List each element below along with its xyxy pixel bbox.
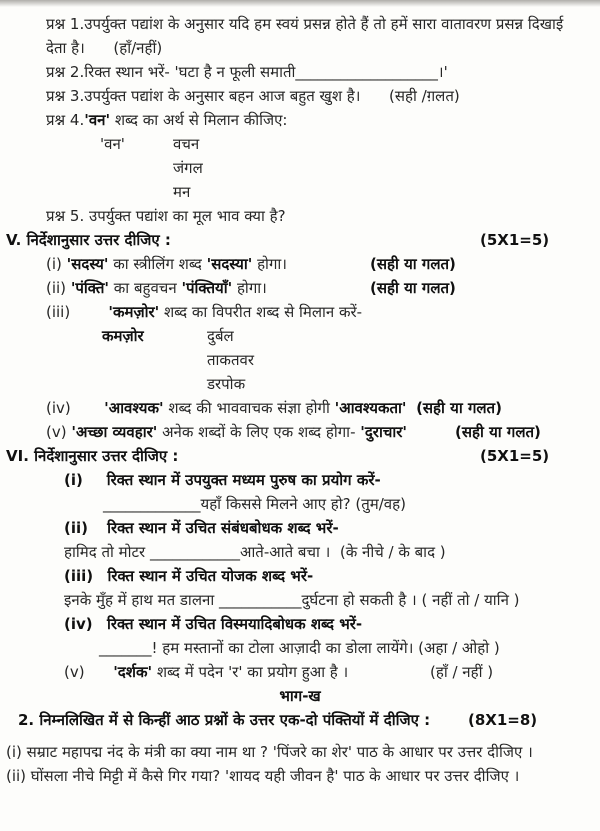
question-2: प्रश्न 2.रिक्त स्थान भरें- 'घटा है न फूली समाती___________________।' xyxy=(46,63,448,81)
match-van-option-3: मन xyxy=(173,183,191,201)
question-5: प्रश्न 5. उपर्युक्त पद्यांश का मूल भाव क्या है? xyxy=(46,207,286,225)
match-kamzor-option-2: ताकतवर xyxy=(207,351,254,369)
match-kamzor-row-3 xyxy=(0,372,600,396)
part-b-sub-i: (i) सम्राट महापद्म नंद के मंत्री का क्या नाम था ? 'पिंजरे का शेर' पाठ के आधार पर उत्तर दीजिए । xyxy=(6,743,533,761)
v-item-v: (v) 'अच्छा व्यवहार' अनेक शब्दों के लिए एक शब्द होगा- 'दुराचार' (सही या गलत) xyxy=(0,420,600,444)
section-vi-heading xyxy=(0,444,600,468)
v-item-iii: (iii) 'कमज़ोर' शब्द का विपरीत शब्द से मिलान करें- xyxy=(46,303,363,321)
section-v-heading xyxy=(0,228,600,252)
match-van-option-2: जंगल xyxy=(173,159,203,177)
question-3: प्रश्न 3.उपर्युक्त पद्यांश के अनुसार बहन आज बहुत खुश है। (सही /ग़लत) xyxy=(46,87,460,105)
section-vi-title: VI. निर्देशानुसार उत्तर दीजिए : xyxy=(6,447,179,465)
question-1-line-1: प्रश्न 1.उपर्युक्त पद्यांश के अनुसार यदि हम स्वयं प्रसन्न होते हैं तो हमें सारा वातावरण प्रसन्न दिखाई xyxy=(46,15,564,33)
match-van-row-1 xyxy=(0,132,600,156)
match-kamzor-option-3: डरपोक xyxy=(207,375,246,393)
v-item-iv: (iv) 'आवश्यक' शब्द की भाववाचक संज्ञा होगी 'आवश्यकता' (सही या गलत) xyxy=(46,399,502,417)
section-v-marks: (5X1=5) xyxy=(480,231,550,249)
v-item-v-option: (सही या गलत) xyxy=(455,423,541,441)
part-b-title: भाग-ख xyxy=(279,687,321,705)
vi-item-ii-answer: हामिद तो मोटर ____________आते-आते बचा । (के नीचे / के बाद ) xyxy=(64,543,446,561)
v-item-ii: (ii) 'पंक्ति' का बहुवचन 'पंक्तियाँ' होगा। (सही या गलत) xyxy=(0,276,600,300)
vi-item-v-option: (हाँ / नहीं ) xyxy=(430,663,494,681)
match-kamzor-left: कमज़ोर xyxy=(102,327,144,345)
section-v-title: V. निर्देशानुसार उत्तर दीजिए : xyxy=(6,231,171,249)
vi-item-i-answer: _____________यहाँ किससे मिलने आए हो? (तुम/वह) xyxy=(103,495,406,513)
part-b-question-2-marks: (8X1=8) xyxy=(468,711,538,729)
match-kamzor-option-1: दुर्बल xyxy=(207,327,234,345)
vi-item-i-label: (i) रिक्त स्थान में उपयुक्त मध्यम पुरुष का प्रयोग करें- xyxy=(64,471,381,489)
match-kamzor-row-1 xyxy=(0,324,600,348)
v-item-i: (i) 'सदस्य' का स्त्रीलिंग शब्द 'सदस्या' होगा। (सही या गलत) xyxy=(0,252,600,276)
vi-item-iii-label: (iii) रिक्त स्थान में उचित योजक शब्द भरें- xyxy=(64,567,314,585)
v-item-i-option: (सही या गलत) xyxy=(370,255,456,273)
vi-item-v: (v) 'दर्शक' शब्द में पदेन 'र' का प्रयोग हुआ है । (हाँ / नहीं ) xyxy=(0,660,600,684)
question-1-line-2: देता है। (हाँ/नहीं) xyxy=(46,39,163,57)
vi-item-iv-answer: _______! हम मस्तानों का टोला आज़ादी का डोला लायेंगे। (अहा / ओहो ) xyxy=(99,639,500,657)
part-b-question-2-text: 2. निम्नलिखित में से किन्हीं आठ प्रश्नों के उत्तर एक-दो पंक्तियों में दीजिए : xyxy=(18,711,431,729)
v-item-ii-option: (सही या गलत) xyxy=(370,279,456,297)
match-kamzor-row-2 xyxy=(0,348,600,372)
match-van-row-3 xyxy=(0,180,600,204)
question-4: प्रश्न 4.'वन' शब्द का अर्थ से मिलान कीजिए: xyxy=(46,111,288,129)
part-b-question-2 xyxy=(0,708,600,732)
part-b-sub-ii: (ii) घोंसला नीचे मिट्टी में कैसे गिर गया? 'शायद यही जीवन है' पाठ के आधार पर उत्तर दीजिए । xyxy=(6,767,520,785)
match-van-row-2 xyxy=(0,156,600,180)
vi-item-ii-label: (ii) रिक्त स्थान में उचित संबंधबोधक शब्द भरें- xyxy=(64,519,339,537)
vi-item-iii-answer: इनके मुँह में हाथ मत डालना ___________दुर्घटना हो सकती है । ( नहीं तो / यानि ) xyxy=(64,591,520,609)
match-van-option-1: वचन xyxy=(173,135,200,153)
match-van-left: 'वन' xyxy=(100,135,125,153)
section-vi-marks: (5X1=5) xyxy=(480,447,550,465)
vi-item-iv-label: (iv) रिक्त स्थान में उचित विस्मयादिबोधक शब्द भरें- xyxy=(64,615,363,633)
scan-top-edge xyxy=(0,0,600,7)
